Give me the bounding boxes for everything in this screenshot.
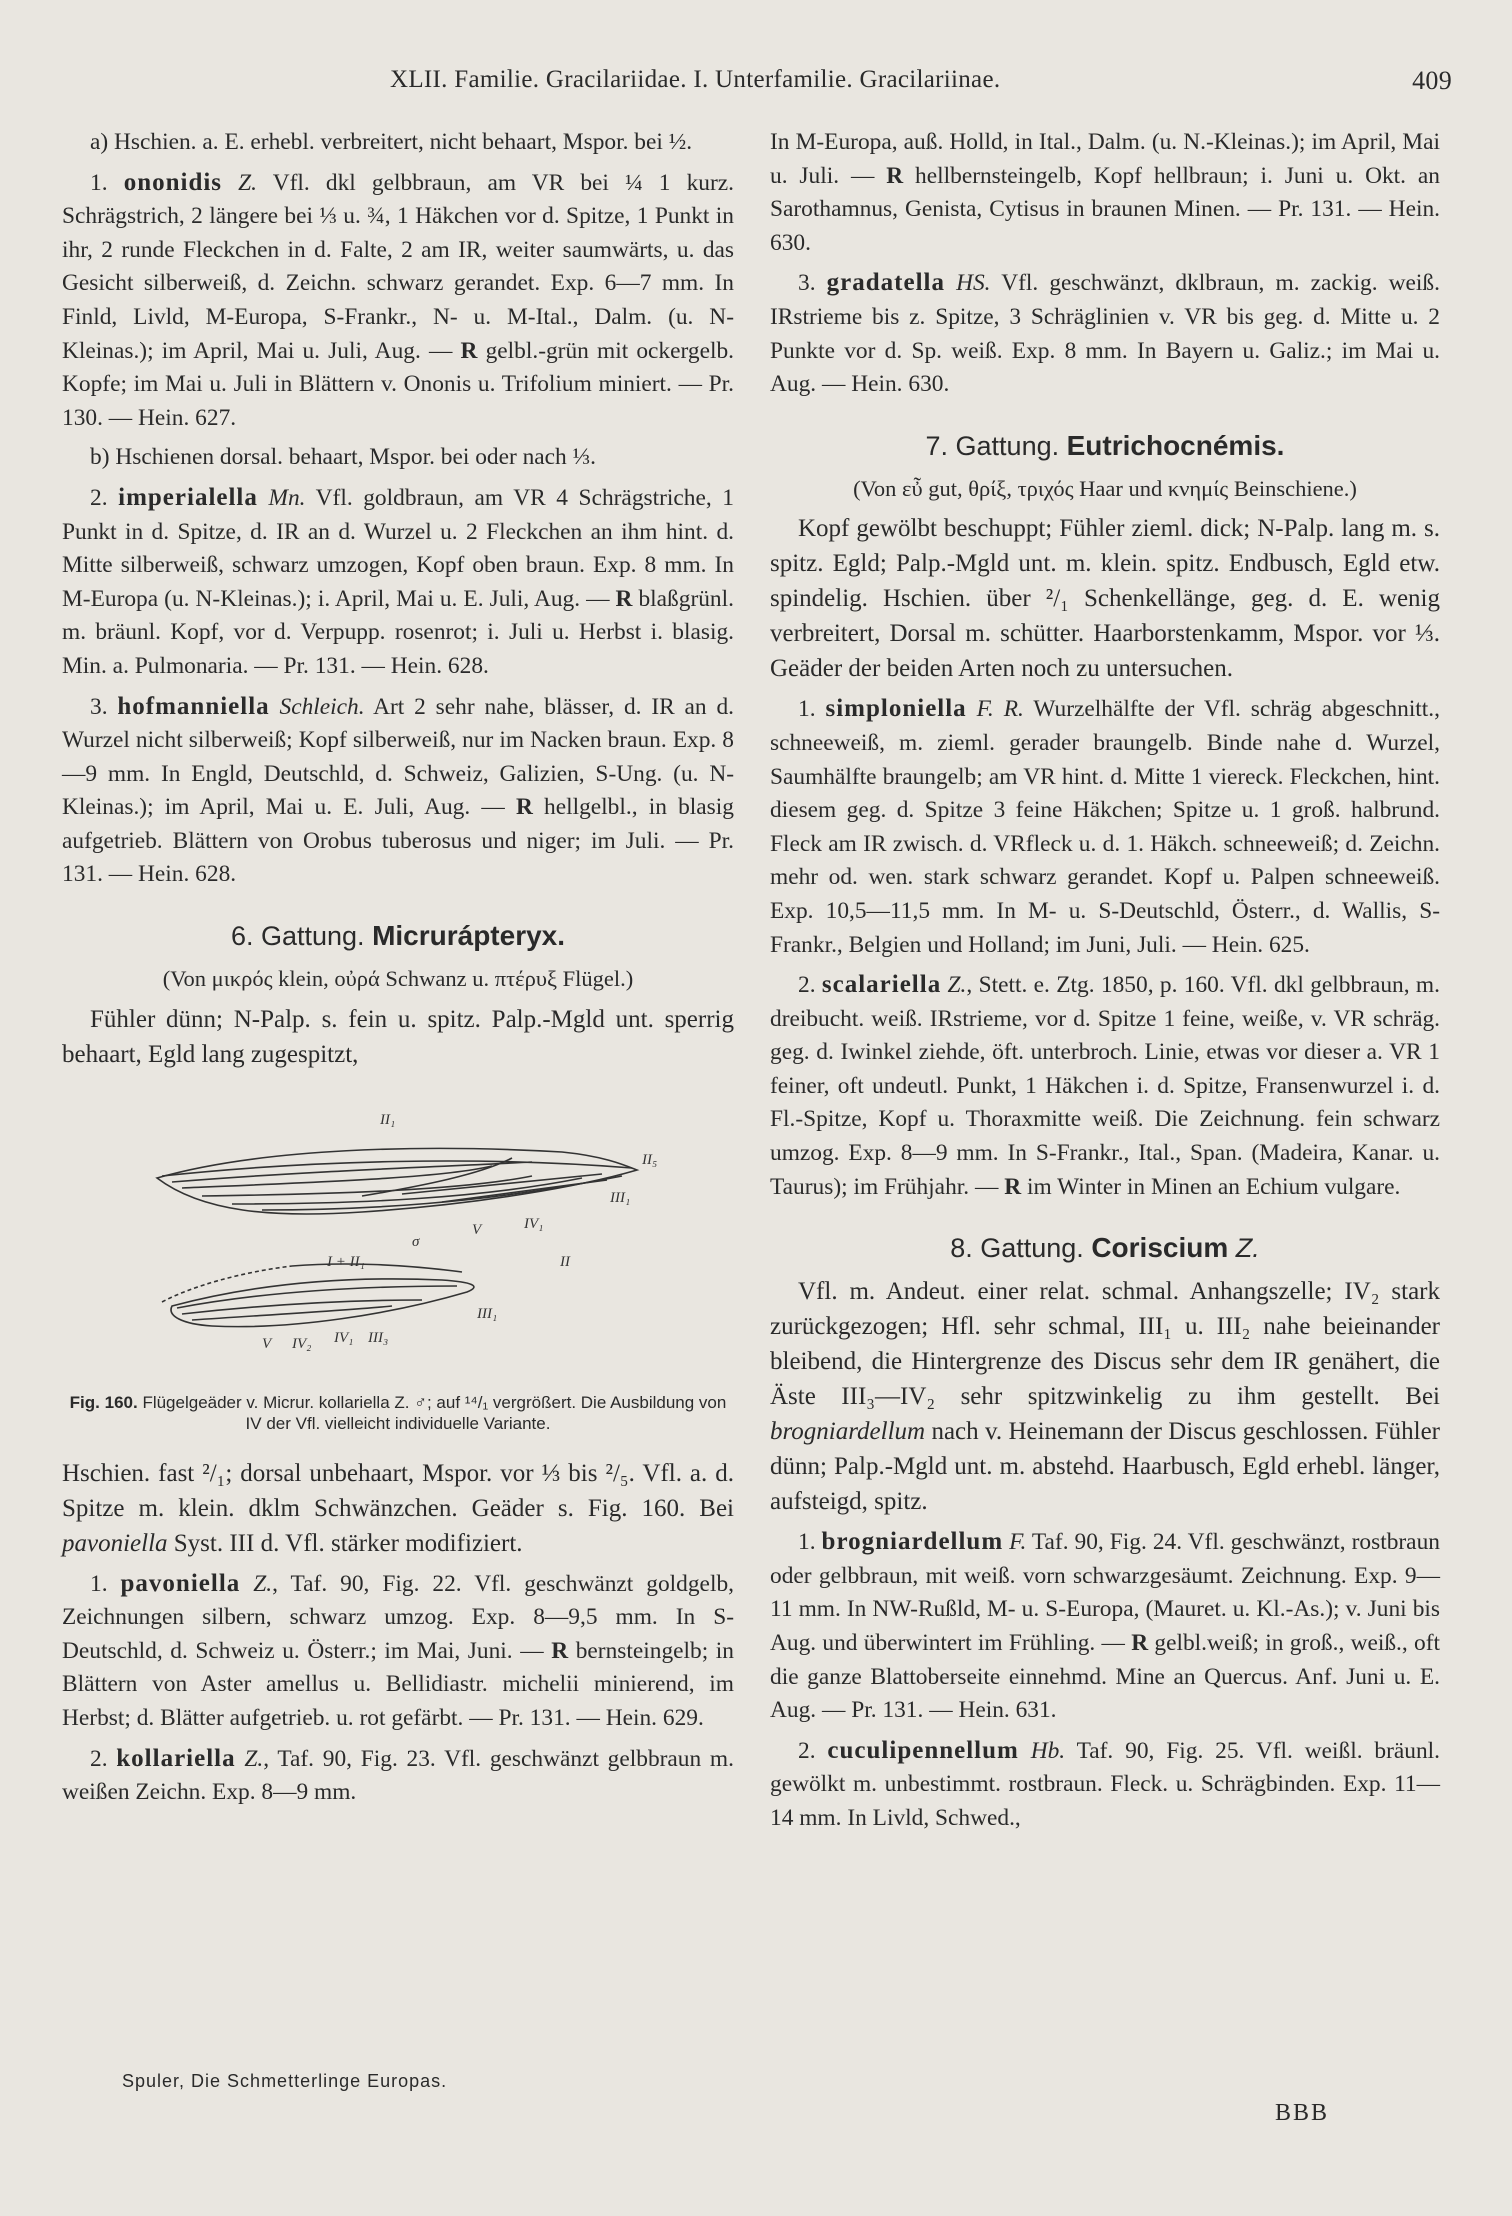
genus-heading-6: 6. Gattung. Micrurápteryx. <box>230 920 566 952</box>
running-header <box>60 66 1452 110</box>
species-name: gradatella <box>826 269 945 297</box>
vein-label: II <box>560 1253 570 1270</box>
species-imperialella: 2. imperialella Mn. Vfl. goldbraun, am VR 4 Schrägstriche, 1 Punkt in d. Spitze, d. IR an d. Wurzel u. 2 Fleckchen an ihm hint. d. Mitte silberweiß, schwarz umzogen, Kopf oben braun. Exp. 8 mm. In M-Europa (u. N-Kleinas.); i. April, Mai u. E. Juli, Aug. — R blaßgrünl. m. bräunl. Kopf, vor d. Verpupp. rosenrot; i. Juli u. Herbst i. blasig. Min. a. Pulmonaria. — Pr. 131. — Hein. 628. <box>62 483 734 679</box>
vein-label: II₅ <box>642 1151 658 1168</box>
species-pavoniella: 1. pavoniella Z., Taf. 90, Fig. 22. Vfl. geschwänzt goldgelb, Zeichnungen silbern, schwarz umzog. Exp. 8—9,5 mm. In S-Deutschld, d. Schweiz u. Österr.; im Mai, Juni. — R bernsteingelb; in Blättern von Aster amellus u. Bellidiastr. michelii minierend, im Herbst; d. Blätter aufgetrieb. u. rot gefärbt. — Pr. 131. — Hein. 629. <box>62 1569 734 1732</box>
printer-signature: BBB <box>1275 2100 1330 2126</box>
species-brogniardellum: 1. brogniardellum F. Taf. 90, Fig. 24. Vfl. geschwänzt, rostbraun oder gelbbraun, mit weiß. vorn schwarzgesäumt. Zeichnung. Exp. 9—11 mm. In NW-Rußld, M- u. S-Europa, (Mauret. u. Kl.-As.); v. Juni bis Aug. und überwintert im Frühling. — R gelbl.weiß; in groß., weiß., oft die ganze Blattoberseite einnehmd. Mine an Quercus. Anf. Juni u. E. Aug. — Pr. 131. — Hein. 631. <box>770 1528 1440 1724</box>
species-kollariella: 2. kollariella Z., Taf. 90, Fig. 23. Vfl. geschwänzt gelbbraun m. weißen Zeichn. Exp. 8—9 mm. <box>62 1744 734 1806</box>
species-name: cuculipennellum <box>827 1736 1019 1764</box>
hindwing-vein <box>292 1264 462 1272</box>
key-a: a) Hschien. a. E. erhebl. verbreitert, nicht behaart, Mspor. bei ½. <box>90 129 693 155</box>
species-scalariella: 2. scalariella Z., Stett. e. Ztg. 1850, p. 160. Vfl. dkl gelbbraun, m. dreibucht. weiß. IRstrieme, vor d. Spitze 1 feine, weiße, v. VR schräg. geg. d. Iwinkel ziehde, öft. unterbroch. Linie, etwas vor dieser a. VR 1 feiner, oft undeutl. Punkt, 1 Häkchen i. d. Spitze, Fransenwurzel i. d. Fl.-Spitze, Kopf u. Thoraxmitte weiß. Die Zeichnung. fein schwarz umzog. Exp. 8—9 mm. In S-Frankr., Ital., Span. (Madeira, Kanar. u. Taurus); im Frühjahr. — R im Winter in Minen an Echium vulgare. <box>770 971 1440 1200</box>
species-simploniella: 1. simploniella F. R. Wurzelhälfte der Vfl. schräg abgeschnitt., schneeweiß, m. zieml. gerader braungelb. Binde nahe d. Wurzel, Saumhälfte braungelb; am VR hint. d. Mitte 1 viereck. Fleckchen, hint. diesem geg. d. Spitze 3 feine Häkchen; Spitze u. 1 groß. halbrund. Fleck am IR zwisch. d. VRfleck u. d. 1. Häkch. schneeweiß; d. Zeichn. mehr od. wen. stark schwarz gerandet. Kopf u. Palpen schneeweiß. Exp. 10,5—11,5 mm. In M- u. S-Deutschld, Österr., d. Wallis, S-Frankr., Belgien und Holland; im Juni, Juli. — Hein. 625. <box>770 695 1441 958</box>
genus-heading-7: 7. Gattung. Eutrichocnémis. <box>925 429 1285 461</box>
wing-venation-diagram <box>62 1086 734 1386</box>
species-continued: In M-Europa, auß. Holld, in Ital., Dalm. (u. N.-Kleinas.); im April, Mai u. Juli. — R hellbernsteingelb, Kopf hellbraun; i. Juni u. Okt. an Sarothamnus, Genista, Cytisus in braunen Minen. — Pr. 131. — Hein. 630. <box>770 129 1440 256</box>
species-name: kollariella <box>116 1744 236 1772</box>
left-column <box>62 126 734 1816</box>
vein-label: III₃ <box>368 1329 389 1346</box>
vein-label: III₁ <box>610 1189 631 1206</box>
vein-label: III₁ <box>477 1305 498 1322</box>
genus-description: Fühler dünn; N-Palp. s. fein u. spitz. Palp.-Mgld unt. sperrig behaart, Egld lang zugespitzt, <box>62 1005 734 1068</box>
right-column <box>770 126 1440 1842</box>
vein-label: IV₁ <box>524 1215 544 1232</box>
vein-label: V <box>472 1221 482 1238</box>
vein-label: V <box>262 1335 272 1352</box>
genus-description: Vfl. m. Andeut. einer relat. schmal. Anhangszelle; IV₂ stark zurückgezogen; Hfl. sehr schmal, III₁ u. III₂ nahe beieinander bleibend, die Hintergrenze des Discus sehr dem IR genähert, die Äste III₃—IV₂ sehr spitzwinkelig zu ihm gestellt. Bei brogniardellum nach v. Heinemann der Discus geschlossen. Fühler dünn; Palp.-Mgld unt. m. abstehd. Haarbusch, Egld erhebl. länger, aufsteigd, spitz. <box>770 1278 1441 1516</box>
species-hofmanniella: 3. hofmanniella Schleich. Art 2 sehr nahe, blässer, d. IR an d. Wurzel nicht silberweiß; Kopf silberweiß, nur im Nacken braun. Exp. 8—9 mm. In Engld, Deutschld, d. Schweiz, Galizien, S-Ung. (u. N-Kleinas.); im April, Mai u. E. Juli, Aug. — R hellgelbl., in blasig aufgetrieb. Blättern von Orobus tuberosus und niger; im Juli. — Pr. 131. — Hein. 628. <box>62 692 734 888</box>
hindwing-vein <box>162 1266 292 1302</box>
forewing-vein <box>172 1162 532 1182</box>
species-name: hofmanniella <box>117 692 270 720</box>
species-ononidis: 1. ononidis Z. Vfl. dkl gelbbraun, am VR bei ¼ 1 kurz. Schrägstrich, 2 längere bei ⅓ u. ¾, 1 Häkchen vor d. Spitze, 1 Punkt in ihr, 2 runde Fleckchen in d. Falte, 2 am IR, weiter saumwärts, u. das Gesicht silberweiß, d. Zeichn. schwarz gerandet. Exp. 6—7 mm. In Finld, Livld, M-Europa, S-Frankr., N- u. M-Ital., Dalm. (u. N-Kleinas.); im April, Mai u. Juli, Aug. — R gelbl.-grün mit ockergelb. Kopfe; im Mai u. Juli in Blättern v. Ononis u. Trifolium miniert. — Pr. 130. — Hein. 627. <box>62 168 734 431</box>
header-title: XLII. Familie. Gracilariidae. I. Unterfamilie. Gracilariinae. <box>390 66 1001 93</box>
vein-label: II₁ <box>380 1111 396 1128</box>
species-gradatella: 3. gradatella HS. Vfl. geschwänzt, dklbraun, m. zackig. weiß. IRstrieme bis z. Spitze, 3 Schräglinien v. VR bis geg. d. Mitte u. 2 Punkte vor d. Sp. weiß. Exp. 8 mm. In Bayern u. Galiz.; im Mai u. Aug. — Hein. 630. <box>770 269 1440 398</box>
vein-label: IV₁ <box>334 1329 354 1346</box>
genus-description: Kopf gewölbt beschuppt; Fühler zieml. dick; N-Palp. lang m. s. spitz. Egld; Palp.-Mgld unt. m. klein. spitz. Endbusch, Egld etw. spindelig. Hschien. über ²/₁ Schenkellänge, geg. d. E. wenig verbreitert, Dorsal m. schütter. Haarborstenkamm, Mspor. vor ⅓. Geäder der beiden Arten noch zu untersuchen. <box>770 515 1440 683</box>
vein-label: σ <box>412 1233 420 1250</box>
species-name: scalariella <box>821 971 942 999</box>
genus-etymology: (Von μικρός klein, οὐρά Schwanz u. πτέρυξ Flügel.) <box>162 966 634 992</box>
genus-etymology: (Von εὖ gut, θρίξ, τριχός Haar und κνημίς Beinschiene.) <box>853 475 1357 501</box>
vein-label: IV₂ <box>292 1335 312 1352</box>
wing-venation-figure <box>62 1086 734 1386</box>
genus-description-continued: Hschien. fast ²/₁; dorsal unbehaart, Mspor. vor ⅓ bis ²/₅. Vfl. a. d. Spitze m. klein. dklm Schwänzchen. Geäder s. Fig. 160. Bei pavoniella Syst. III d. Vfl. stärker modifiziert. <box>62 1459 734 1557</box>
key-b: b) Hschienen dorsal. behaart, Mspor. bei oder nach ⅓. <box>90 444 596 471</box>
species-name: brogniardellum <box>821 1528 1004 1556</box>
species-name: imperialella <box>118 483 258 511</box>
species-name: pavoniella <box>120 1569 241 1597</box>
species-name: simploniella <box>825 695 967 723</box>
vein-label: I + II₁ <box>327 1253 365 1270</box>
hindwing-vein <box>192 1306 392 1320</box>
genus-heading-8: 8. Gattung. Coriscium Z. <box>950 1232 1260 1264</box>
species-cuculipennellum: 2. cuculipennellum Hb. Taf. 90, Fig. 25. Vfl. weißl. bräunl. gewölkt m. unbestimmt. rostbraun. Fleck. u. Schrägbinden. Exp. 11—14 mm. In Livld, Schwed., <box>770 1736 1441 1831</box>
page-number: 409 <box>1412 66 1452 95</box>
species-name: ononidis <box>123 168 223 196</box>
figure-caption: Fig. 160. Flügelgeäder v. Micrur. kollariella Z. ♂; auf ¹⁴/₁ vergrößert. Die Ausbildung von IV der Vfl. vielleicht individuelle Variante. <box>69 1392 727 1433</box>
book-footer: Spuler, Die Schmetterlinge Europas. <box>122 2071 448 2091</box>
